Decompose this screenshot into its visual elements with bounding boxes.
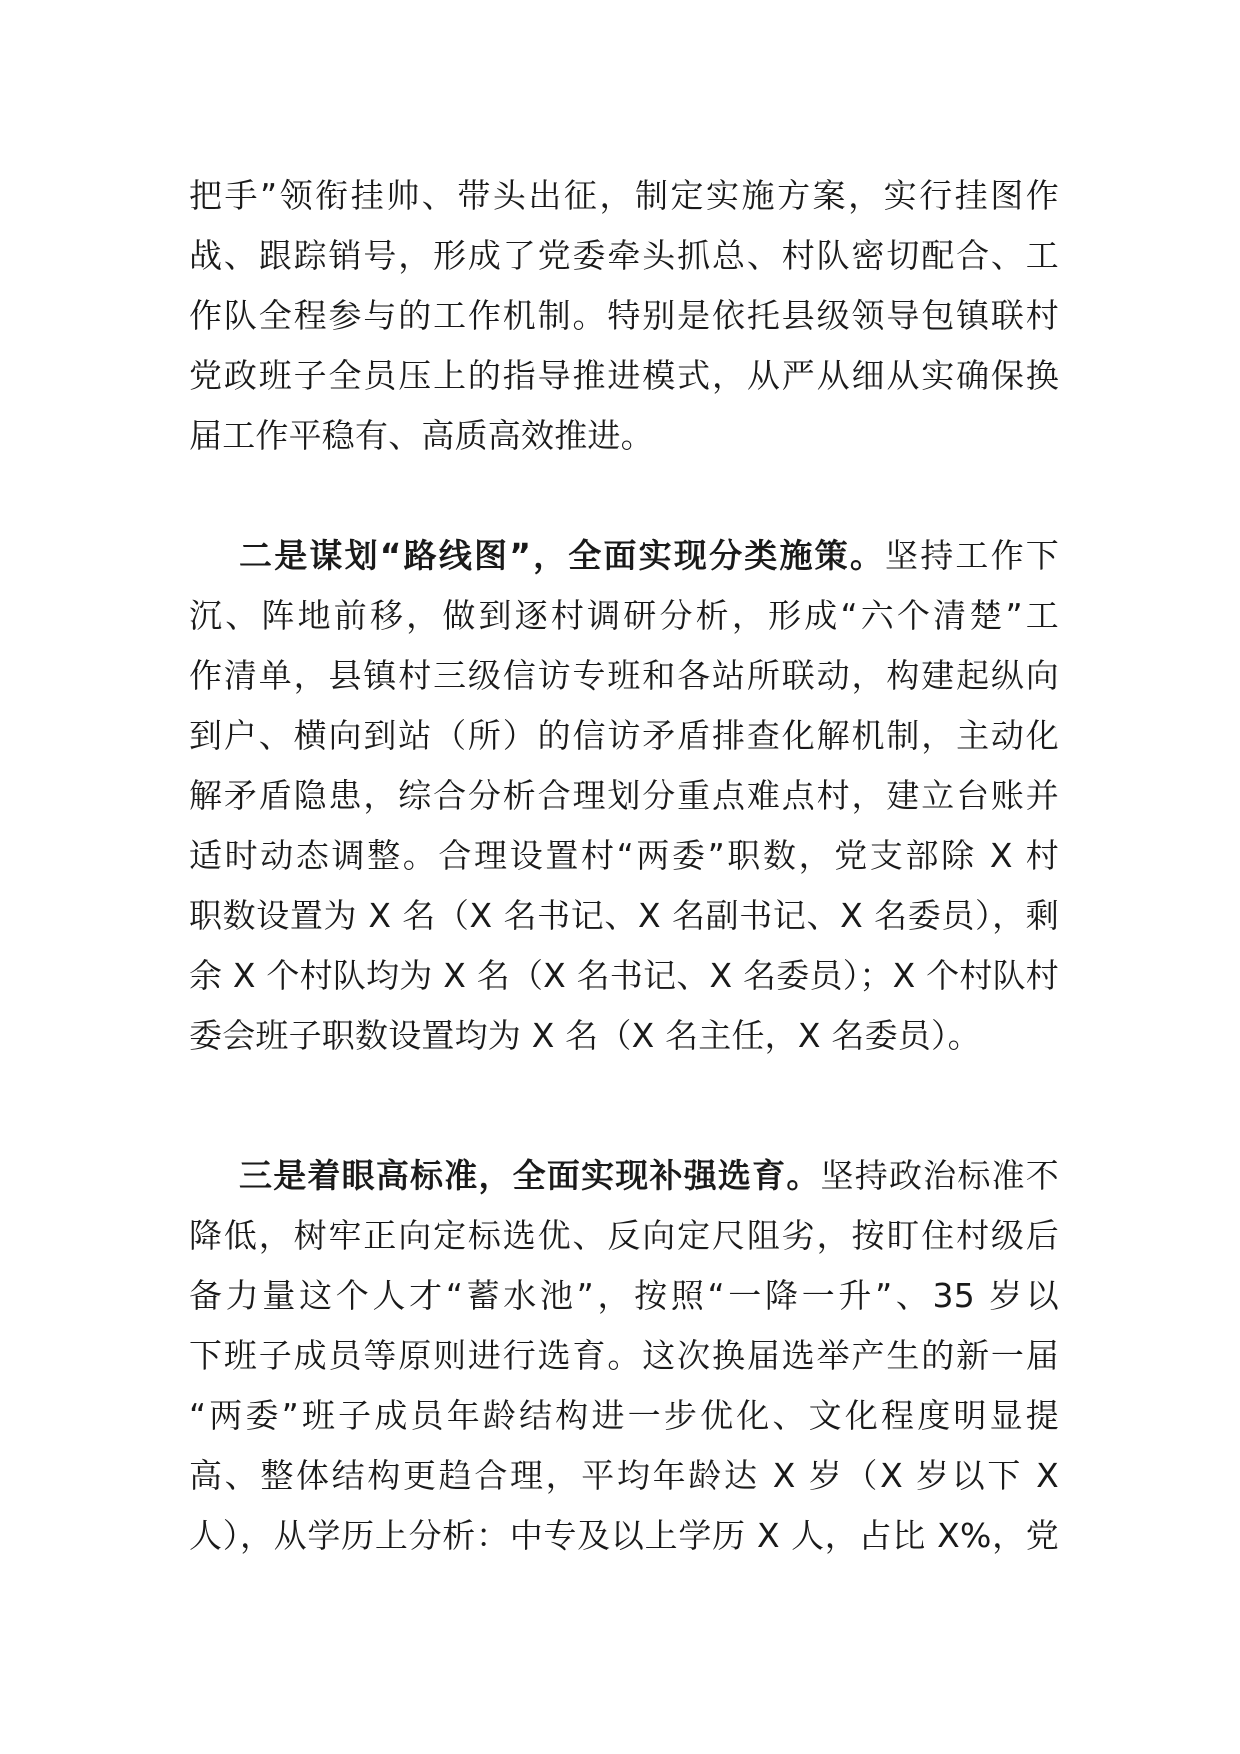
paragraph-line: 委会班子职数设置均为 X 名（X 名主任，X 名委员）。 bbox=[189, 1016, 981, 1055]
paragraph-line: 适时动态调整。合理设置村“两委”职数，党支部除 X 村 bbox=[189, 836, 1059, 875]
paragraph-line: 党政班子全员压上的指导推进模式，从严从细从实确保换 bbox=[189, 356, 1059, 395]
paragraph-line: 解矛盾隐患，综合分析合理划分重点难点村，建立台账并 bbox=[189, 776, 1059, 815]
paragraph-line: “两委”班子成员年龄结构进一步优化、文化程度明显提 bbox=[189, 1396, 1059, 1435]
paragraph-heading: 三是着眼高标准，全面实现补强选育。 bbox=[239, 1156, 821, 1195]
paragraph-line-with-heading bbox=[189, 532, 1059, 580]
paragraph-line: 作队全程参与的工作机制。特别是依托县级领导包镇联村 bbox=[189, 296, 1059, 335]
paragraph-line: 下班子成员等原则进行选育。这次换届选举产生的新一届 bbox=[189, 1336, 1059, 1375]
paragraph-text: 坚持政治标准不 bbox=[820, 1156, 1059, 1195]
paragraph-line: 作清单，县镇村三级信访专班和各站所联动，构建起纵向 bbox=[189, 656, 1059, 695]
paragraph-line: 余 X 个村队均为 X 名（X 名书记、X 名委员）；X 个村队村 bbox=[189, 956, 1059, 995]
paragraph-line: 战、跟踪销号，形成了党委牵头抓总、村队密切配合、工 bbox=[189, 236, 1059, 275]
paragraph-line: 沉、阵地前移，做到逐村调研分析，形成“六个清楚”工 bbox=[189, 596, 1059, 635]
paragraph-line-with-heading bbox=[189, 1152, 1059, 1200]
paragraph-line: 人），从学历上分析：中专及以上学历 X 人，占比 X%，党 bbox=[189, 1516, 1059, 1555]
paragraph-line: 职数设置为 X 名（X 名书记、X 名副书记、X 名委员），剩 bbox=[189, 896, 1059, 935]
paragraph-text: 坚持工作下 bbox=[885, 536, 1059, 575]
paragraph-line: 把手”领衔挂帅、带头出征，制定实施方案，实行挂图作 bbox=[189, 176, 1059, 215]
paragraph-line: 到户、横向到站（所）的信访矛盾排查化解机制，主动化 bbox=[189, 716, 1059, 755]
paragraph-heading: 二是谋划“路线图”，全面实现分类施策。 bbox=[239, 536, 886, 575]
paragraph-line: 高、整体结构更趋合理，平均年龄达 X 岁（X 岁以下 X bbox=[189, 1456, 1059, 1495]
paragraph-line: 届工作平稳有、高质高效推进。 bbox=[189, 416, 654, 455]
paragraph-line: 降低，树牢正向定标选优、反向定尺阻劣，按盯住村级后 bbox=[189, 1216, 1059, 1255]
paragraph-line: 备力量这个人才“蓄水池”，按照“一降一升”、35 岁以 bbox=[189, 1276, 1060, 1315]
